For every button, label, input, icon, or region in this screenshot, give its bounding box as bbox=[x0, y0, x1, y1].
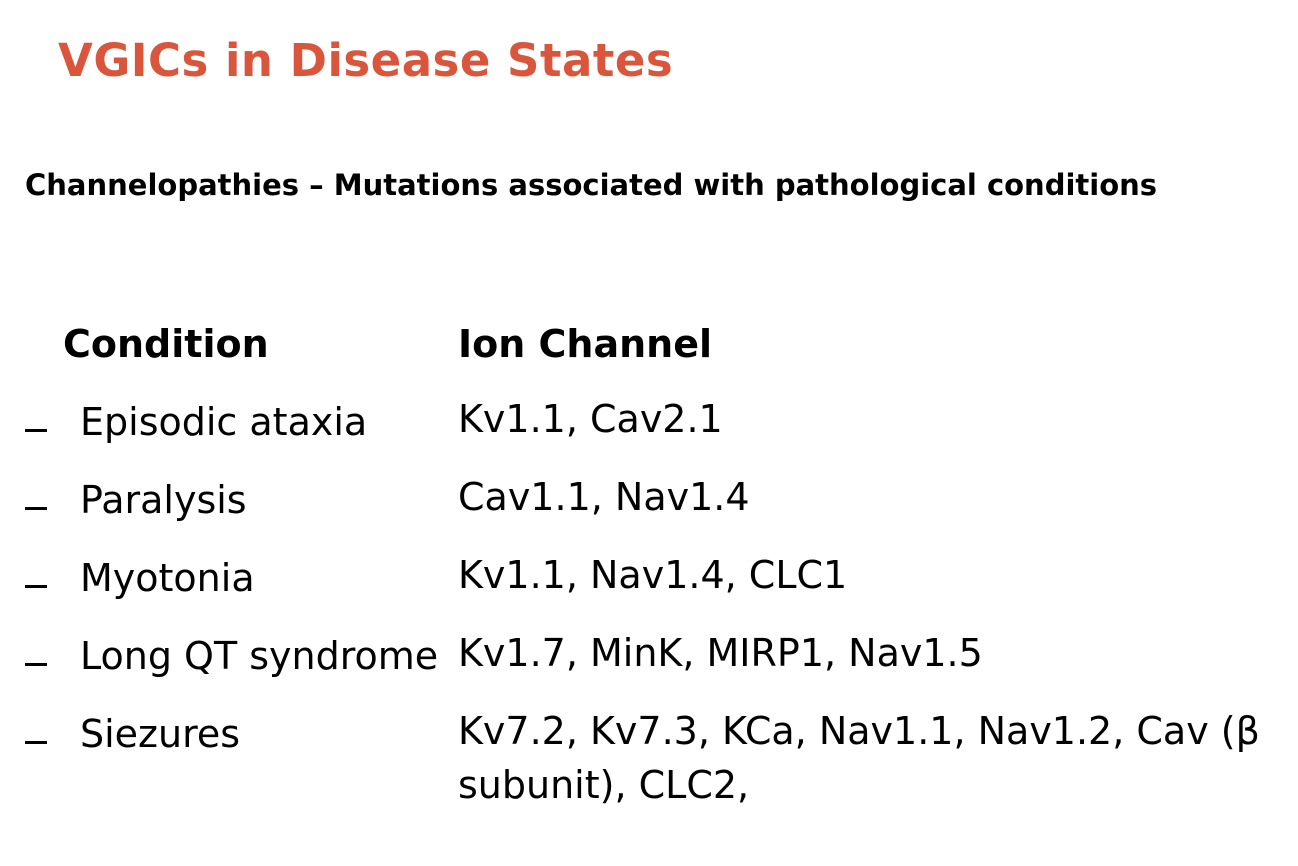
ion-channel-cell: Kv1.7, MinK, MIRP1, Nav1.5 bbox=[458, 631, 983, 675]
ion-channel-cell: Cav1.1, Nav1.4 bbox=[458, 475, 750, 519]
table-row bbox=[0, 475, 1298, 556]
table-rows bbox=[0, 397, 1298, 807]
table-row bbox=[0, 631, 1298, 712]
condition-cell: Siezures bbox=[80, 712, 241, 756]
slide-title: VGICs in Disease States bbox=[58, 34, 674, 87]
bullet-dash-icon bbox=[25, 400, 55, 444]
ion-channel-cell: Kv1.1, Cav2.1 bbox=[458, 397, 723, 441]
ion-channel-cell: Kv7.2, Kv7.3, KCa, Nav1.1, Nav1.2, Cav (β subunit), CLC2, bbox=[458, 709, 1260, 807]
table-row bbox=[0, 397, 1298, 478]
slide-subtitle: Channelopathies – Mutations associated with pathological conditions bbox=[25, 168, 1158, 202]
condition-cell: Myotonia bbox=[80, 556, 255, 600]
bullet-dash-icon bbox=[25, 556, 55, 600]
condition-cell: Paralysis bbox=[80, 478, 247, 522]
bullet-dash-icon bbox=[25, 712, 55, 756]
bullet-dash-icon bbox=[25, 634, 55, 678]
condition-cell: Episodic ataxia bbox=[80, 400, 368, 444]
bullet-dash-icon bbox=[25, 478, 55, 522]
table-row bbox=[0, 709, 1298, 807]
table-row bbox=[0, 553, 1298, 634]
column-header-condition: Condition bbox=[63, 322, 269, 366]
column-header-ion-channel: Ion Channel bbox=[458, 322, 713, 366]
ion-channel-cell: Kv1.1, Nav1.4, CLC1 bbox=[458, 553, 848, 597]
condition-cell: Long QT syndrome bbox=[80, 634, 439, 678]
channelopathy-table bbox=[0, 322, 1298, 807]
table-header-row bbox=[0, 322, 1298, 380]
